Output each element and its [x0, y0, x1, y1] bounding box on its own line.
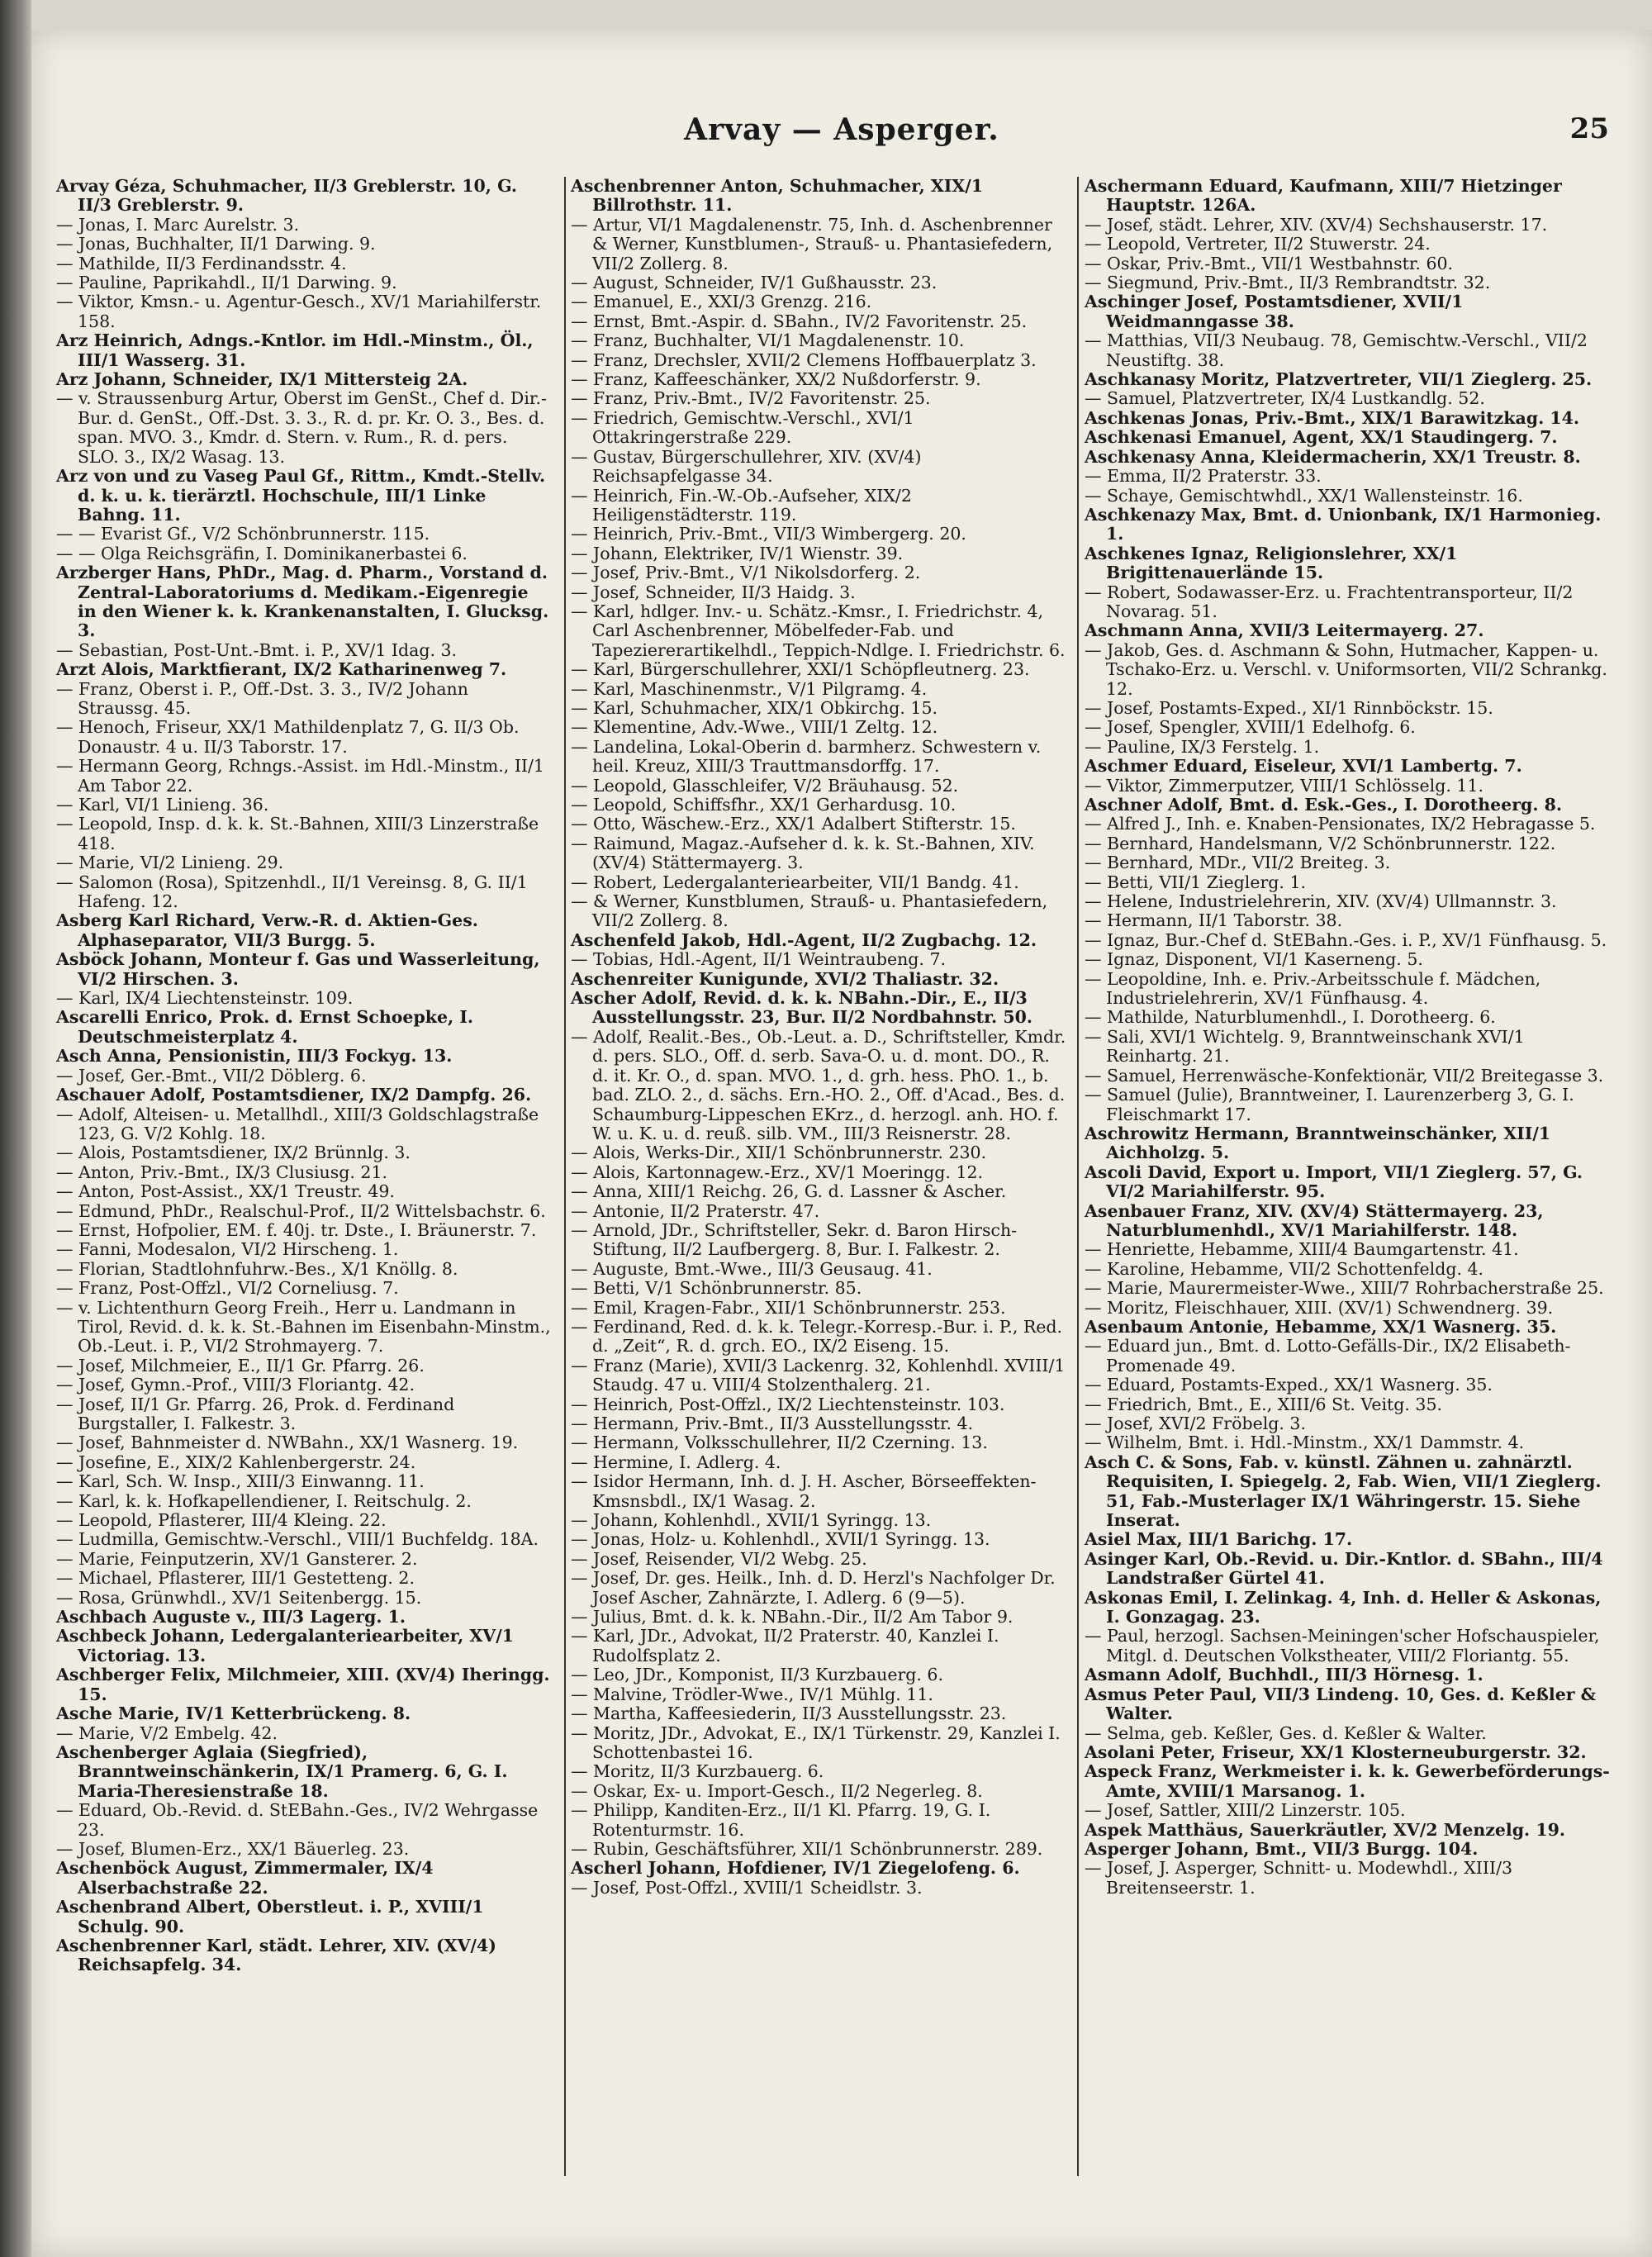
- directory-entry: Aschermann Eduard, Kaufmann, XIII/7 Hietzinger Hauptstr. 126A.: [1085, 176, 1562, 216]
- directory-entry: — Heinrich, Priv.-Bmt., VII/3 Wimbergerg. 20.: [571, 524, 966, 544]
- directory-entry: Aschmer Eduard, Eiseleur, XVI/1 Lambertg. 7.: [1085, 756, 1522, 777]
- directory-entry: — Karl, IX/4 Liechtensteinstr. 109.: [56, 988, 354, 1009]
- directory-entry: — Salomon (Rosa), Spitzenhdl., II/1 Vereinsg. 8, G. II/1 Hafeng. 12.: [56, 872, 528, 912]
- directory-entry: — Jonas, Buchhalter, II/1 Darwing. 9.: [56, 234, 376, 254]
- directory-entry: — Josef, Bahnmeister d. NWBahn., XX/1 Wasnerg. 19.: [56, 1433, 519, 1453]
- directory-entry: — Leopoldine, Inh. e. Priv.-Arbeitsschule f. Mädchen, Industrielehrerin, XV/1 Fünfhausg. 4.: [1085, 968, 1541, 1009]
- directory-entry: — Josef, Ger.-Bmt., VII/2 Döblerg. 6.: [56, 1065, 367, 1086]
- directory-entry: — Mathilde, Naturblumenhdl., I. Dorotheerg. 6.: [1085, 1007, 1496, 1028]
- directory-entry: — Johann, Kohlenhdl., XVII/1 Syringg. 13.: [571, 1510, 932, 1531]
- directory-entry: — Fanni, Modesalon, VI/2 Hirscheng. 1.: [56, 1239, 399, 1260]
- directory-entry: — Karl, VI/1 Linieng. 36.: [56, 795, 269, 815]
- directory-entry: — Isidor Hermann, Inh. d. J. H. Ascher, Börseeffekten-Kmsnsbdl., IX/1 Wasag. 2.: [571, 1471, 1037, 1511]
- directory-entry: — Emil, Kragen-Fabr., XII/1 Schönbrunnerstr. 253.: [571, 1297, 1006, 1318]
- column-divider: [1077, 177, 1079, 2176]
- directory-entry: — August, Schneider, IV/1 Gußhausstr. 23.: [571, 273, 938, 293]
- directory-entry: — Tobias, Hdl.-Agent, II/1 Weintraubeng. 7.: [571, 949, 947, 970]
- directory-entry: Asenbauer Franz, XIV. (XV/4) Stättermayerg. 23, Naturblumenhdl., XV/1 Mariahilferstr. 148.: [1085, 1200, 1544, 1240]
- directory-entry: — Arnold, JDr., Schriftsteller, Sekr. d. Baron Hirsch-Stiftung, II/2 Laufbergerg. 8, Bur. I. Falkestr. 2.: [571, 1219, 1018, 1260]
- directory-entry: Asböck Johann, Monteur f. Gas und Wasserleitung, VI/2 Hirschen. 3.: [56, 949, 540, 989]
- directory-entry: Ascher Adolf, Revid. d. k. k. NBahn.-Dir., E., II/3 Ausstellungsstr. 23, Bur. II/2 Nordbahnstr. 50.: [571, 988, 1032, 1028]
- directory-entry: — v. Straussenburg Artur, Oberst im GenSt., Chef d. Dir.-Bur. d. GenSt., Off.-Dst. 3. 3., R. d. pr. Kr. O. 3., Bes. d. span. MVO. 3., Kmdr. d. Stern. v. Rum., R. d. pers. SLO. 3., IX/2 Wasag. 13.: [56, 388, 547, 467]
- directory-entry: Ascoli David, Export u. Import, VII/1 Zieglerg. 57, G. VI/2 Mariahilferstr. 95.: [1085, 1162, 1583, 1202]
- directory-entry: — Paul, herzogl. Sachsen-Meiningen'scher Hofschauspieler, Mitgl. d. Deutschen Volkstheater, VIII/2 Floriantg. 55.: [1085, 1626, 1600, 1665]
- directory-entry: Aschenböck August, Zimmermaler, IX/4 Alserbachstraße 22.: [56, 1858, 434, 1898]
- directory-entry: Aschinger Josef, Postamtsdiener, XVII/1 Weidmanngasse 38.: [1085, 292, 1464, 331]
- directory-entry: Aschner Adolf, Bmt. d. Esk.-Ges., I. Dorotheerg. 8.: [1085, 795, 1563, 815]
- directory-entry: — Emma, II/2 Praterstr. 33.: [1085, 466, 1322, 487]
- directory-entry: — Auguste, Bmt.-Wwe., III/3 Geusaug. 41.: [571, 1258, 933, 1279]
- directory-entry: — Edmund, PhDr., Realschul-Prof., II/2 Wittelsbachstr. 6.: [56, 1200, 546, 1221]
- directory-entry: Aschrowitz Hermann, Branntweinschänker, XII/1 Aichholzg. 5.: [1085, 1123, 1551, 1163]
- directory-entry: — Oskar, Ex- u. Import-Gesch., II/2 Negerleg. 8.: [571, 1780, 983, 1801]
- directory-entry: — Franz, Buchhalter, VI/1 Magdalenenstr. 10.: [571, 330, 965, 351]
- directory-entry: — Helene, Industrielehrerin, XIV. (XV/4) Ullmannstr. 3.: [1085, 891, 1557, 912]
- directory-entry: — Karl, hdlger. Inv.- u. Schätz.-Kmsr., I. Friedrichstr. 4, Carl Aschenbrenner, Möbelfeder-Fab. und Tapeziererartikelhdl., Teppich-Ndlge. I. Friedrichstr. 6.: [571, 601, 1066, 660]
- directory-entry: — Eduard, Postamts-Exped., XX/1 Wasnerg. 35.: [1085, 1375, 1493, 1395]
- directory-entry: — Ferdinand, Red. d. k. k. Telegr.-Korresp.-Bur. i. P., Red. d. „Zeit“, R. d. grch. EO., IX/2 Eiseng. 15.: [571, 1316, 1063, 1357]
- directory-entry: — Jakob, Ges. d. Aschmann & Sohn, Hutmacher, Kappen- u. Tschako-Erz. u. Verschl. v. Uniformsorten, VII/2 Schrankg. 12.: [1085, 639, 1607, 699]
- directory-entry: — Ignaz, Bur.-Chef d. StEBahn.-Ges. i. P., XV/1 Fünfhausg. 5.: [1085, 929, 1607, 950]
- directory-entry: — — Evarist Gf., V/2 Schönbrunnerstr. 115.: [56, 524, 430, 544]
- directory-entry: Aschbeck Johann, Ledergalanteriearbeiter, XV/1 Victoriag. 13.: [56, 1626, 514, 1665]
- directory-entry: — Karl, JDr., Advokat, II/2 Praterstr. 40, Kanzlei I. Rudolfsplatz 2.: [571, 1626, 999, 1665]
- directory-entry: — Josef, Schneider, II/3 Haidg. 3.: [571, 582, 856, 602]
- directory-entry: — Mathilde, II/3 Ferdinandsstr. 4.: [56, 253, 347, 273]
- page-binding: [0, 0, 31, 2257]
- directory-entry: — Marie, Maurermeister-Wwe., XIII/7 Rohrbacherstraße 25.: [1085, 1278, 1604, 1299]
- column-divider: [564, 177, 566, 2176]
- directory-entry: — Franz, Post-Offzl., VI/2 Corneliusg. 7.: [56, 1278, 399, 1299]
- directory-entry: — Franz, Oberst i. P., Off.-Dst. 3. 3., IV/2 Johann Straussg. 45.: [56, 678, 468, 718]
- directory-entry: — Pauline, Paprikahdl., II/1 Darwing. 9.: [56, 273, 397, 293]
- directory-entry: — Alois, Werks-Dir., XII/1 Schönbrunnerstr. 230.: [571, 1143, 987, 1163]
- directory-entry: — Franz (Marie), XVII/3 Lackenrg. 32, Kohlenhdl. XVIII/1 Staudg. 47 u. VIII/4 Stolzenthalerg. 21.: [571, 1355, 1066, 1395]
- directory-entry: — Hermann, Priv.-Bmt., II/3 Ausstellungsstr. 4.: [571, 1414, 974, 1433]
- directory-entry: — Robert, Ledergalanteriearbeiter, VII/1 Bandg. 41.: [571, 872, 1019, 892]
- running-head: Arvay — Asperger.: [684, 112, 999, 147]
- directory-entry: — Gustav, Bürgerschullehrer, XIV. (XV/4) Reichsapfelgasse 34.: [571, 446, 922, 487]
- directory-entry: — Betti, V/1 Schönbrunnerstr. 85.: [571, 1278, 862, 1299]
- directory-entry: — Josef, II/1 Gr. Pfarrg. 26, Prok. d. Ferdinand Burgstaller, I. Falkestr. 3.: [56, 1394, 455, 1433]
- directory-entry: — Eduard jun., Bmt. d. Lotto-Gefälls-Dir., IX/2 Elisabeth-Promenade 49.: [1085, 1336, 1571, 1376]
- directory-entry: — Ignaz, Disponent, VI/1 Kaserneng. 5.: [1085, 949, 1423, 970]
- directory-entry: — Martha, Kaffeesiederin, II/3 Ausstellungsstr. 23.: [571, 1703, 1007, 1724]
- directory-entry: — Marie, V/2 Embelg. 42.: [56, 1722, 278, 1743]
- directory-entry: Asiel Max, III/1 Barichg. 17.: [1085, 1529, 1353, 1550]
- directory-entry: — Klementine, Adv.-Wwe., VIII/1 Zeltg. 12.: [571, 717, 938, 738]
- directory-entry: — Alfred J., Inh. e. Knaben-Pensionates, IX/2 Hebragasse 5.: [1085, 814, 1596, 834]
- directory-entry: — Pauline, IX/3 Ferstelg. 1.: [1085, 736, 1320, 757]
- directory-entry: — Leo, JDr., Komponist, II/3 Kurzbauerg. 6.: [571, 1665, 943, 1685]
- directory-entry: Aschkenasy Anna, Kleidermacherin, XX/1 Treustr. 8.: [1085, 446, 1581, 467]
- directory-entry: — Schaye, Gemischtwhdl., XX/1 Wallensteinstr. 16.: [1085, 485, 1523, 506]
- directory-entry: Asch Anna, Pensionistin, III/3 Fockyg. 13.: [56, 1046, 453, 1067]
- directory-entry: — Hermann, II/1 Taborstr. 38.: [1085, 910, 1343, 931]
- directory-entry: — Heinrich, Post-Offzl., IX/2 Liechtensteinstr. 103.: [571, 1394, 1005, 1414]
- directory-entry: Aschkenes Ignaz, Religionslehrer, XX/1 Brigittenauerlände 15.: [1085, 543, 1458, 583]
- directory-entry: — Karl, Maschinenmstr., V/1 Pilgramg. 4.: [571, 678, 928, 699]
- directory-entry: Aschkenasi Emanuel, Agent, XX/1 Staudingerg. 7.: [1085, 427, 1558, 448]
- directory-entry: Aschenbrenner Karl, städt. Lehrer, XIV. (XV/4) Reichsapfelg. 34.: [56, 1935, 496, 1975]
- directory-entry: — Josef, J. Asperger, Schnitt- u. Modewhdl., XIII/3 Breitenseerstr. 1.: [1085, 1858, 1513, 1898]
- directory-entry: — Hermann, Volksschullehrer, II/2 Czerning. 13.: [571, 1433, 988, 1453]
- directory-entry: Aschkenazy Max, Bmt. d. Unionbank, IX/1 Harmonieg. 1.: [1085, 504, 1602, 544]
- directory-entry: Aspeck Franz, Werkmeister i. k. k. Gewerbeförderungs-Amte, XVIII/1 Marsanog. 1.: [1085, 1761, 1610, 1801]
- column-1: [56, 177, 552, 1975]
- directory-entry: — Landelina, Lokal-Oberin d. barmherz. Schwestern v. heil. Kreuz, XIII/3 Trauttmansdorffg. 17.: [571, 736, 1042, 777]
- directory-entry: — Leopold, Glasschleifer, V/2 Bräuhausg. 52.: [571, 775, 959, 796]
- directory-entry: Asche Marie, IV/1 Ketterbrückeng. 8.: [56, 1703, 411, 1724]
- directory-entry: — Josef, Milchmeier, E., II/1 Gr. Pfarrg. 26.: [56, 1355, 425, 1376]
- directory-entry: — v. Lichtenthurn Georg Freih., Herr u. Landmann in Tirol, Revid. d. k. k. St.-Bahnen im Eisenbahn-Minstm., Ob.-Leut. i. P., VI/2 Strohmayerg. 7.: [56, 1297, 551, 1357]
- directory-entry: — Sali, XVI/1 Wichtelg. 9, Branntweinschank XVI/1 Reinhartg. 21.: [1085, 1026, 1525, 1067]
- directory-entry: — Hermine, I. Adlerg. 4.: [571, 1452, 781, 1472]
- directory-entry: — Wilhelm, Bmt. i. Hdl.-Minstm., XX/1 Dammstr. 4.: [1085, 1433, 1525, 1453]
- directory-entry: — Josef, Priv.-Bmt., V/1 Nikolsdorferg. 2.: [571, 563, 921, 583]
- directory-entry: — Adolf, Alteisen- u. Metallhdl., XIII/3 Goldschlagstraße 123, G. V/2 Kohlg. 18.: [56, 1104, 539, 1143]
- directory-entry: — Josef, Sattler, XIII/2 Linzerstr. 105.: [1085, 1800, 1406, 1821]
- directory-entry: — Siegmund, Priv.-Bmt., II/3 Rembrandtstr. 32.: [1085, 273, 1491, 293]
- directory-entry: — Eduard, Ob.-Revid. d. StEBahn.-Ges., IV/2 Wehrgasse 23.: [56, 1800, 539, 1840]
- directory-entry: — Samuel (Julie), Branntweiner, I. Laurenzerberg 3, G. I. Fleischmarkt 17.: [1085, 1085, 1574, 1124]
- directory-entry: — Franz, Priv.-Bmt., IV/2 Favoritenstr. 25.: [571, 388, 931, 409]
- directory-entry: Ascarelli Enrico, Prok. d. Ernst Schoepke, I. Deutschmeisterplatz 4.: [56, 1007, 474, 1047]
- directory-entry: — Artur, VI/1 Magdalenenstr. 75, Inh. d. Aschenbrenner & Werner, Kunstblumen-, Strauß- u. Phantasiefedern, VII/2 Zollerg. 8.: [571, 214, 1053, 273]
- directory-page: [31, 30, 1652, 2257]
- directory-entry: — Florian, Stadtlohnfuhrw.-Bes., X/1 Knöllg. 8.: [56, 1258, 458, 1279]
- directory-entry: — Josef, Gymn.-Prof., VIII/3 Floriantg. 42.: [56, 1375, 415, 1395]
- directory-entry: Aschenbrenner Anton, Schuhmacher, XIX/1 Billrothstr. 11.: [571, 176, 984, 216]
- directory-entry: Aschenfeld Jakob, Hdl.-Agent, II/2 Zugbachg. 12.: [571, 929, 1037, 950]
- directory-entry: — Malvine, Trödler-Wwe., IV/1 Mühlg. 11.: [571, 1684, 933, 1704]
- directory-entry: — Henriette, Hebamme, XIII/4 Baumgartenstr. 41.: [1085, 1239, 1519, 1260]
- directory-entry: — Bernhard, Handelsmann, V/2 Schönbrunnerstr. 122.: [1085, 833, 1556, 853]
- directory-entry: Aschbach Auguste v., III/3 Lagerg. 1.: [56, 1607, 406, 1627]
- directory-entry: — Alois, Postamtsdiener, IX/2 Brünnlg. 3.: [56, 1143, 411, 1163]
- directory-entry: — Emanuel, E., XXI/3 Grenzg. 216.: [571, 292, 872, 312]
- directory-entry: — Bernhard, MDr., VII/2 Breiteg. 3.: [1085, 853, 1391, 873]
- directory-entry: Aspek Matthäus, Sauerkräutler, XV/2 Menzelg. 19.: [1085, 1819, 1565, 1840]
- directory-entry: Aschmann Anna, XVII/3 Leitermayerg. 27.: [1085, 620, 1484, 641]
- directory-entry: Aschberger Felix, Milchmeier, XIII. (XV/4) Iheringg. 15.: [56, 1665, 550, 1704]
- directory-entry: — Ludmilla, Gemischtw.-Verschl., VIII/1 Buchfeldg. 18A.: [56, 1529, 539, 1550]
- directory-entry: Arz Johann, Schneider, IX/1 Mittersteig 2A.: [56, 369, 468, 390]
- directory-entry: Aschenreiter Kunigunde, XVI/2 Thaliastr. 32.: [571, 968, 999, 989]
- directory-entry: Aschenbrand Albert, Oberstleut. i. P., XVIII/1 Schulg. 90.: [56, 1897, 484, 1936]
- directory-entry: — Samuel, Herrenwäsche-Konfektionär, VII/2 Breitegasse 3.: [1085, 1065, 1604, 1086]
- directory-entry: Asch C. & Sons, Fab. v. künstl. Zähnen u. zahnärztl. Requisiten, I. Spiegelg. 2, Fab. Wien, VII/1 Zieglerg. 51, Fab.-Musterlager IX/1 Währingerstr. 15. Siehe Inserat.: [1085, 1452, 1602, 1531]
- directory-entry: Arz von und zu Vaseg Paul Gf., Rittm., Kmdt.-Stellv. d. k. u. k. tierärztl. Hochschule, III/1 Linke Bahng. 11.: [56, 466, 546, 525]
- directory-entry: Aschkenas Jonas, Priv.-Bmt., XIX/1 Barawitzkag. 14.: [1085, 407, 1580, 428]
- directory-entry: — Robert, Sodawasser-Erz. u. Frachtentransporteur, II/2 Novarag. 51.: [1085, 582, 1574, 621]
- directory-entry: Arzt Alois, Marktfierant, IX/2 Katharinenweg 7.: [56, 659, 507, 680]
- directory-entry: — Josef, städt. Lehrer, XIV. (XV/4) Sechshauserstr. 17.: [1085, 214, 1548, 235]
- directory-entry: — Josef, Blumen-Erz., XX/1 Bäuerleg. 23.: [56, 1838, 410, 1859]
- directory-entry: — Sebastian, Post-Unt.-Bmt. i. P., XV/1 Idag. 3.: [56, 639, 458, 660]
- directory-entry: — Karl, Schuhmacher, XIX/1 Obkirchg. 15.: [571, 697, 938, 718]
- directory-entry: — Friedrich, Bmt., E., XIII/6 St. Veitg. 35.: [1085, 1394, 1443, 1414]
- directory-entry: — Anton, Priv.-Bmt., IX/3 Clusiusg. 21.: [56, 1162, 388, 1182]
- directory-entry: Asenbaum Antonie, Hebamme, XX/1 Wasnerg. 35.: [1085, 1316, 1557, 1337]
- directory-entry: Aschauer Adolf, Postamtsdiener, IX/2 Dampfg. 26.: [56, 1085, 532, 1105]
- page-number: 25: [1569, 112, 1609, 145]
- directory-entry: Asolani Peter, Friseur, XX/1 Klosterneuburgerstr. 32.: [1085, 1741, 1587, 1762]
- directory-entry: — Marie, VI/2 Linieng. 29.: [56, 853, 284, 873]
- directory-entry: — Rosa, Grünwhdl., XV/1 Seitenbergg. 15.: [56, 1587, 422, 1608]
- directory-entry: — Josef, Spengler, XVIII/1 Edelhofg. 6.: [1085, 717, 1416, 738]
- directory-entry: — Antonie, II/2 Praterstr. 47.: [571, 1200, 820, 1221]
- directory-entry: — Josef, Dr. ges. Heilk., Inh. d. D. Herzl's Nachfolger Dr. Josef Ascher, Zahnärzte, I. Adlerg. 6 (9—5).: [571, 1568, 1056, 1608]
- column-3: [1085, 177, 1613, 1898]
- directory-entry: — Matthias, VII/3 Neubaug. 78, Gemischtw.-Verschl., VII/2 Neustiftg. 38.: [1085, 330, 1588, 370]
- directory-entry: — Leopold, Vertreter, II/2 Stuwerstr. 24.: [1085, 234, 1431, 254]
- directory-entry: — Ernst, Hofpolier, EM. f. 40j. tr. Dste., I. Bräunerstr. 7.: [56, 1219, 537, 1240]
- directory-entry: Asmus Peter Paul, VII/3 Lindeng. 10, Ges. d. Keßler & Walter.: [1085, 1684, 1597, 1724]
- directory-entry: Aschenberger Aglaia (Siegfried), Branntweinschänkerin, IX/1 Pramerg. 6, G. I. Maria-Theresienstraße 18.: [56, 1741, 508, 1801]
- directory-entry: — Karl, Sch. W. Insp., XIII/3 Einwanng. 11.: [56, 1471, 425, 1492]
- directory-entry: — Karl, k. k. Hofkapellendiener, I. Reitschulg. 2.: [56, 1490, 472, 1511]
- directory-entry: — Otto, Wäschew.-Erz., XX/1 Adalbert Stifterstr. 15.: [571, 814, 1016, 834]
- directory-entry: — Josef, Postamts-Exped., XI/1 Rinnböckstr. 15.: [1085, 697, 1493, 718]
- directory-entry: — Oskar, Priv.-Bmt., VII/1 Westbahnstr. 60.: [1085, 253, 1454, 273]
- directory-entry: — Jonas, I. Marc Aurelstr. 3.: [56, 214, 300, 235]
- column-2: [571, 177, 1066, 1898]
- directory-entry: — Karl, Bürgerschullehrer, XXI/1 Schöpfleutnerg. 23.: [571, 659, 1030, 680]
- directory-entry: — Leopold, Pflasterer, III/4 Kleing. 22.: [56, 1510, 387, 1531]
- directory-entry: — Franz, Drechsler, XVII/2 Clemens Hoffbauerplatz 3.: [571, 349, 1037, 370]
- directory-entry: — Michael, Pflasterer, III/1 Gestetteng. 2.: [56, 1568, 415, 1589]
- directory-entry: — Alois, Kartonnagew.-Erz., XV/1 Moeringg. 12.: [571, 1162, 984, 1182]
- directory-entry: — Raimund, Magaz.-Aufseher d. k. k. St.-Bahnen, XIV. (XV/4) Stättermayerg. 3.: [571, 833, 1035, 873]
- directory-entry: — Anna, XIII/1 Reichg. 26, G. d. Lassner & Ascher.: [571, 1181, 1007, 1202]
- directory-entry: — Philipp, Kanditen-Erz., II/1 Kl. Pfarrg. 19, G. I. Rotenturmstr. 16.: [571, 1800, 991, 1840]
- directory-entry: — Adolf, Realit.-Bes., Ob.-Leut. a. D., Schriftsteller, Kmdr. d. pers. SLO., Off. d. serb. Sava-O. u. d. mont. DO., R. d. it. Kr. O., d. span. MVO. 1., d. grh. hess. PhO. 1., b. bad. ZLO. 2., d. sächs. Ern.-HO. 2., Off. d'Acad., Bes. d. Schaumburg-Lippeschen EKrz., d. herzogl. anh. HO. f. W. u. K. u. d. reuß. silb. VM., III/3 Reisnerstr. 28.: [571, 1026, 1066, 1143]
- directory-entry: Ascherl Johann, Hofdiener, IV/1 Ziegelofeng. 6.: [571, 1858, 1020, 1879]
- directory-entry: — Henoch, Friseur, XX/1 Mathildenplatz 7, G. II/3 Ob. Donaustr. 4 u. II/3 Taborstr. 17.: [56, 717, 520, 757]
- directory-entry: — Moritz, II/3 Kurzbauerg. 6.: [571, 1761, 824, 1782]
- directory-entry: — Viktor, Zimmerputzer, VIII/1 Schlösselg. 11.: [1085, 775, 1483, 796]
- directory-entry: — Franz, Kaffeeschänker, XX/2 Nußdorferstr. 9.: [571, 369, 981, 390]
- page-header: [31, 112, 1652, 162]
- directory-entry: — Johann, Elektriker, IV/1 Wienstr. 39.: [571, 543, 904, 563]
- directory-entry: — Josef, Post-Offzl., XVIII/1 Scheidlstr. 3.: [571, 1877, 923, 1898]
- directory-entry: Arz Heinrich, Adngs.-Kntlor. im Hdl.-Minstm., Öl., III/1 Wasserg. 31.: [56, 330, 534, 370]
- directory-entry: — Friedrich, Gemischtw.-Verschl., XVI/1 Ottakringerstraße 229.: [571, 407, 914, 448]
- directory-entry: Asmann Adolf, Buchhdl., III/3 Hörnesg. 1.: [1085, 1665, 1483, 1685]
- directory-entry: — Viktor, Kmsn.- u. Agentur-Gesch., XV/1 Mariahilferstr. 158.: [56, 292, 542, 331]
- directory-entry: — & Werner, Kunstblumen, Strauß- u. Phantasiefedern, VII/2 Zollerg. 8.: [571, 891, 1048, 931]
- directory-entry: — Hermann Georg, Rchngs.-Assist. im Hdl.-Minstm., II/1 Am Tabor 22.: [56, 756, 544, 796]
- directory-entry: — Marie, Feinputzerin, XV/1 Gansterer. 2.: [56, 1548, 418, 1569]
- directory-entry: Asinger Karl, Ob.-Revid. u. Dir.-Kntlor. d. SBahn., III/4 Landstraßer Gürtel 41.: [1085, 1548, 1603, 1589]
- directory-entry: Arzberger Hans, PhDr., Mag. d. Pharm., Vorstand d. Zentral-Laboratoriums d. Medikam.-Eigenregie in den Wiener k. k. Krankenanstalten, I. Glucksg. 3.: [56, 563, 549, 641]
- directory-entry: Asberg Karl Richard, Verw.-R. d. Aktien-Ges. Alphaseparator, VII/3 Burgg. 5.: [56, 910, 478, 950]
- directory-entry: Aschkanasy Moritz, Platzvertreter, VII/1 Zieglerg. 25.: [1085, 369, 1593, 390]
- directory-entry: Askonas Emil, I. Zelinkag. 4, Inh. d. Heller & Askonas, I. Gonzagag. 23.: [1085, 1587, 1602, 1627]
- directory-entry: — Jonas, Holz- u. Kohlenhdl., XVII/1 Syringg. 13.: [571, 1529, 990, 1550]
- directory-entry: — Josefine, E., XIX/2 Kahlenbergerstr. 24.: [56, 1452, 416, 1472]
- directory-entry: — Josef, XVI/2 Fröbelg. 3.: [1085, 1414, 1306, 1433]
- directory-entry: — Samuel, Platzvertreter, IX/4 Lustkandlg. 52.: [1085, 388, 1485, 409]
- directory-entry: — Leopold, Insp. d. k. k. St.-Bahnen, XIII/3 Linzerstraße 418.: [56, 814, 539, 853]
- directory-entry: Arvay Géza, Schuhmacher, II/3 Greblerstr. 10, G. II/3 Greblerstr. 9.: [56, 176, 517, 216]
- directory-entry: — Betti, VII/1 Zieglerg. 1.: [1085, 872, 1307, 892]
- directory-entry: — Heinrich, Fin.-W.-Ob.-Aufseher, XIX/2 Heiligenstädterstr. 119.: [571, 485, 912, 525]
- directory-entry: — Julius, Bmt. d. k. k. NBahn.-Dir., II/2 Am Tabor 9.: [571, 1607, 1014, 1627]
- directory-entry: — — Olga Reichsgräfin, I. Dominikanerbastei 6.: [56, 543, 468, 563]
- directory-entry: — Rubin, Geschäftsführer, XII/1 Schönbrunnerstr. 289.: [571, 1838, 1043, 1859]
- directory-entry: Asperger Johann, Bmt., VII/3 Burgg. 104.: [1085, 1838, 1479, 1859]
- directory-entry: — Selma, geb. Keßler, Ges. d. Keßler & Walter.: [1085, 1722, 1487, 1743]
- directory-entry: — Ernst, Bmt.-Aspir. d. SBahn., IV/2 Favoritenstr. 25.: [571, 311, 1028, 331]
- directory-entry: — Anton, Post-Assist., XX/1 Treustr. 49.: [56, 1181, 395, 1202]
- directory-entry: — Karoline, Hebamme, VII/2 Schottenfeldg. 4.: [1085, 1258, 1484, 1279]
- directory-entry: — Moritz, JDr., Advokat, E., IX/1 Türkenstr. 29, Kanzlei I. Schottenbastei 16.: [571, 1722, 1061, 1762]
- directory-entry: — Josef, Reisender, VI/2 Webg. 25.: [571, 1548, 867, 1569]
- directory-entry: — Leopold, Schiffsfhr., XX/1 Gerhardusg. 10.: [571, 795, 957, 815]
- directory-entry: — Moritz, Fleischhauer, XIII. (XV/1) Schwendnerg. 39.: [1085, 1297, 1554, 1318]
